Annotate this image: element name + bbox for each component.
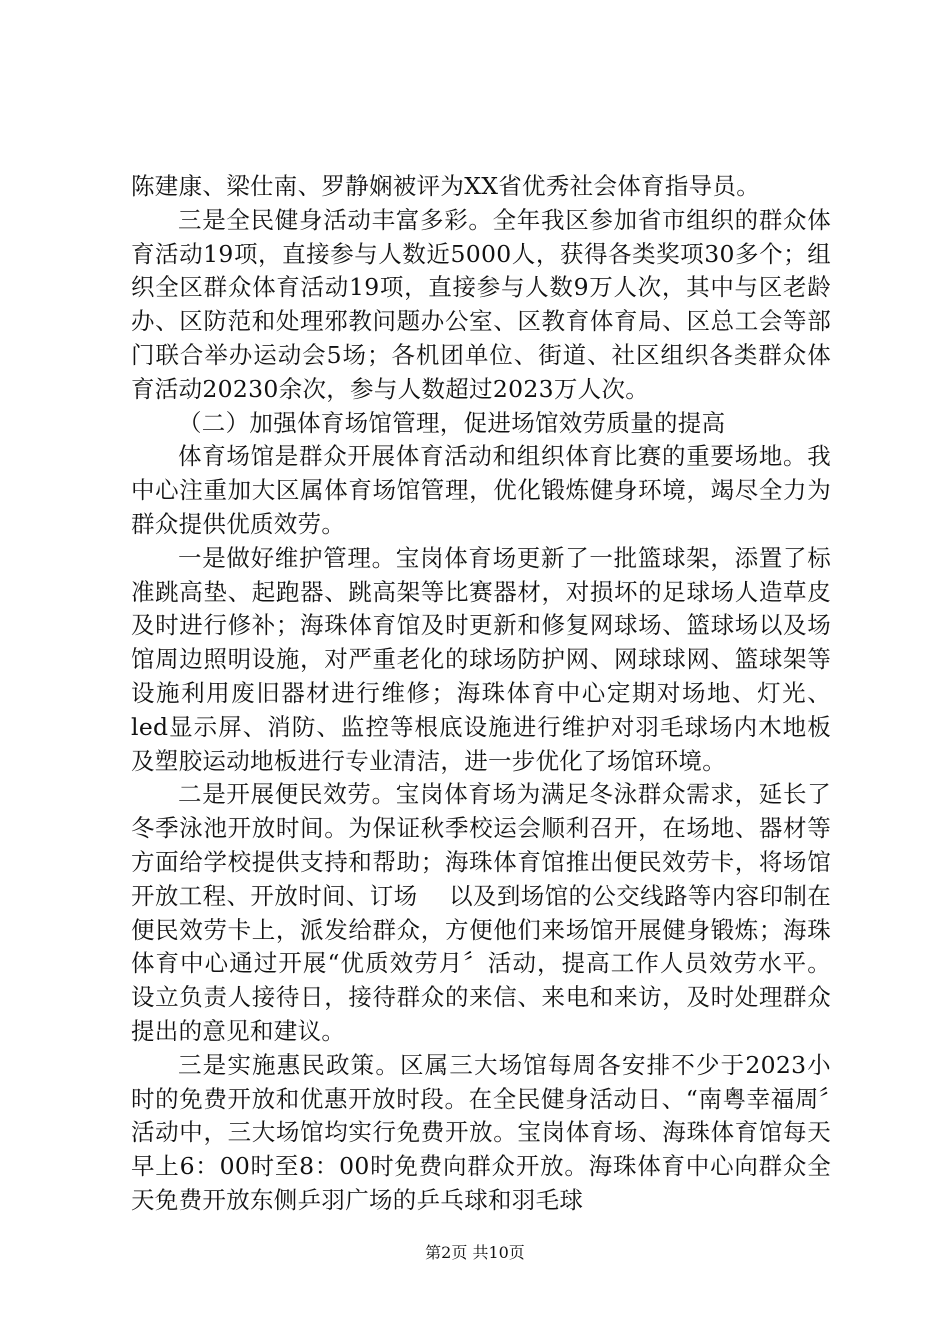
paragraph-convenience-services: 二是开展便民效劳。宝岗体育场为满足冬泳群众需求，延长了冬季泳池开放时间。为保证秋季校运会顺利召开，在场地、器材等方面给学校提供支持和帮助；海珠体育馆推出便民效劳卡，将场馆开放工程、开放时间、订场 以及到场馆的公交线路等内容印制在便民效劳卡上，派发给群众，方便他们来场馆开展健身锻炼；海珠体育中心通过开展“优质效劳月〞活动，提高工作人员效劳水平。设立负责人接待日，接待群众的来信、来电和来访，及时处理群众提出的意见和建议。 xyxy=(131,780,831,1045)
section-heading-venue-management: （二）加强体育场馆管理，促进场馆效劳质量的提高 xyxy=(178,408,726,437)
paragraph-maintenance: 一是做好维护管理。宝岗体育场更新了一批篮球架，添置了标准跳高垫、起跑器、跳高架等比赛器材，对损坏的足球场人造草皮及时进行修补；海珠体育馆及时更新和修复网球场、篮球场以及场馆周边照明设施，对严重老化的球场防护网、网球球网、篮球架等设施利用废旧器材进行维修；海珠体育中心定期对场地、灯光、led显示屏、消防、监控等根底设施进行维护对羽毛球场内木地板及塑胶运动地板进行专业清洁，进一步优化了场馆环境。 xyxy=(131,543,831,775)
paragraph-venue-intro: 体育场馆是群众开展体育活动和组织体育比赛的重要场地。我中心注重加大区属体育场馆管理，优化锻炼健身环境，竭尽全力为群众提供优质效劳。 xyxy=(131,442,831,538)
page-number-footer: 第2页 共10页 xyxy=(425,1243,525,1262)
document-body xyxy=(131,170,831,1218)
paragraph-benefit-policies: 三是实施惠民政策。区属三大场馆每周各安排不少于2023小时的免费开放和优惠开放时段。在全民健身活动日、“南粤幸福周〞活动中，三大场馆均实行免费开放。宝岗体育场、海珠体育馆每天早上6：00时至8：00时免费向群众开放。海珠体育中心向群众全天免费开放东侧乒羽广场的乒乓球和羽毛球 xyxy=(131,1050,831,1214)
paragraph-continuation: 陈建康、梁仕南、罗静娴被评为XX省优秀社会体育指导员。 xyxy=(131,172,761,200)
paragraph-fitness-activities: 三是全民健身活动丰富多彩。全年我区参加省市组织的群众体育活动19项，直接参与人数近5000人，获得各类奖项30多个；组织全区群众体育活动19项，直接参与人数9万人次，其中与区老龄办、区防范和处理邪教问题办公室、区教育体育局、区总工会等部门联合举办运动会5场；各机团单位、街道、社区组织各类群众体育活动20230余次，参与人数超过2023万人次。 xyxy=(131,205,831,403)
